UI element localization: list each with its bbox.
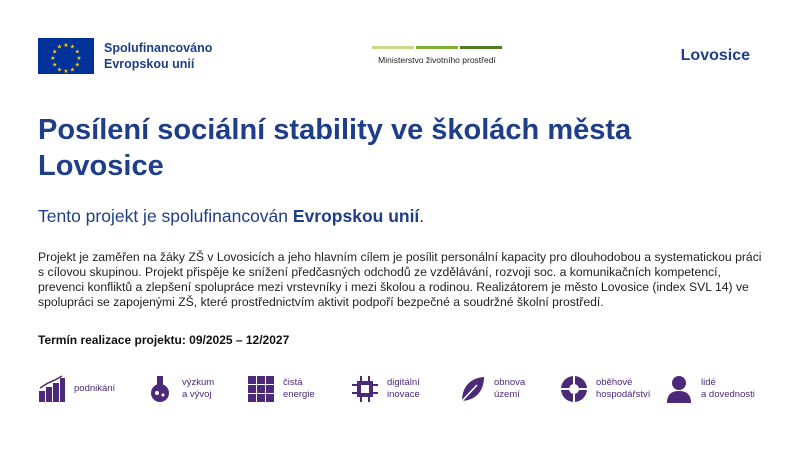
svg-text:★: ★: [63, 68, 69, 74]
svg-text:★: ★: [69, 43, 76, 51]
theme-digital-innovation: [351, 372, 420, 406]
ministry-logo: [372, 46, 502, 65]
clean-energy-icon: [247, 375, 275, 403]
eu-line-1: Spolufinancováno: [104, 41, 213, 55]
svg-text:★: ★: [56, 43, 63, 51]
theme-strip: [38, 372, 768, 406]
digital-innovation-icon: [351, 375, 379, 403]
eu-flag-icon: [38, 38, 94, 74]
theme-label: obnova území: [494, 377, 526, 400]
svg-text:★: ★: [76, 55, 82, 62]
cofinance-prefix: Tento projekt je spolufinancován: [38, 206, 293, 226]
svg-text:★: ★: [52, 61, 58, 69]
people-icon: [665, 375, 693, 403]
eu-cofinance-logo-text: [104, 40, 212, 72]
business-icon: [38, 375, 66, 403]
cofinance-highlight: Evropskou unií: [292, 206, 420, 226]
svg-text:★: ★: [74, 48, 80, 56]
theme-label: čistá energie: [283, 377, 315, 400]
theme-territory-renewal: [458, 372, 525, 406]
research-icon: [146, 375, 174, 403]
svg-text:★: ★: [63, 42, 69, 49]
svg-text:★: ★: [56, 66, 63, 74]
ministry-color-bars: [372, 46, 502, 49]
project-term: Termín realizace projektu: 09/2025 – 12/2027: [38, 333, 290, 347]
eu-line-2: Evropskou unií: [104, 57, 195, 71]
ministry-name: Ministerstvo životního prostředí: [378, 55, 496, 65]
svg-text:★: ★: [69, 66, 76, 74]
theme-label: podnikání: [74, 383, 116, 394]
theme-label: oběhové hospodářství: [596, 377, 651, 400]
svg-text:★: ★: [50, 55, 56, 62]
header: [0, 0, 800, 80]
theme-circular-economy: [560, 372, 650, 406]
leaf-icon: [458, 375, 486, 403]
theme-label: digitální inovace: [387, 377, 420, 400]
theme-people-skills: [665, 372, 755, 406]
project-description: Projekt je zaměřen na žáky ZŠ v Lovosicích a jeho hlavním cílem je posílit personální kapacity pro dlouhodobou a systematickou práci s cílovou skupinou. Projekt přispěje ke snížení předčasných odchodů ze vzdělávání, rozvoji soc. a komunikačních kompetencí, prevenci konfliktů a zlepšení spolupráce mezi vrstevníky i mezi školou a rodinou. Realizátorem je město Lovosice (index SVL 14) ve spolupráci se zapojenými ZŠ, které prostřednictvím aktivit podpoří bezpečné a soudržné školní prostředí.: [38, 250, 762, 309]
theme-research: [146, 372, 214, 406]
project-title: Posílení sociální stability ve školách města Lovosice: [38, 114, 632, 182]
svg-text:★: ★: [52, 48, 58, 56]
svg-text:★: ★: [74, 61, 80, 69]
city-logo: Lovosice: [680, 47, 750, 64]
cofinance-suffix: .: [419, 206, 425, 226]
theme-label: lidé a dovednosti: [701, 377, 755, 400]
cofinance-statement: [38, 206, 424, 227]
theme-clean-energy: [247, 372, 315, 406]
circular-economy-icon: [560, 375, 588, 403]
theme-business: [38, 372, 115, 406]
theme-label: výzkum a vývoj: [182, 377, 215, 400]
